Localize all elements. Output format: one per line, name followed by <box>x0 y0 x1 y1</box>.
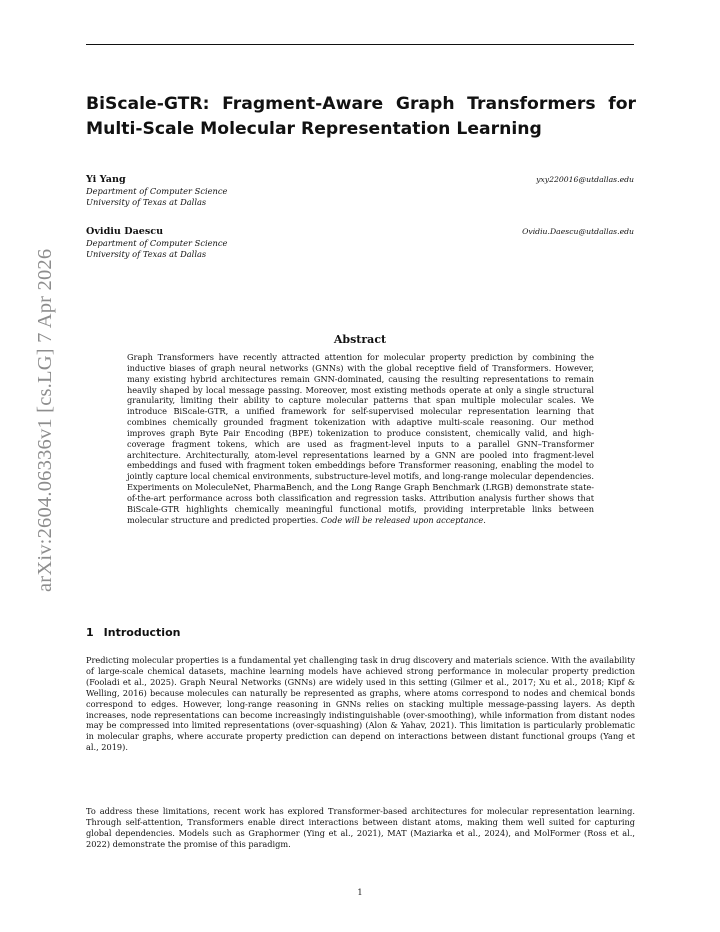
author-name: Yi Yang <box>86 174 126 185</box>
section-heading-introduction <box>86 626 180 639</box>
section-number: 1 <box>86 626 94 639</box>
top-rule <box>86 44 634 45</box>
author-university: University of Texas at Dallas <box>86 196 207 207</box>
author-block-2 <box>86 226 634 259</box>
paper-title-line-2: Multi-Scale Molecular Representation Learning <box>86 119 542 139</box>
author-block-1 <box>86 174 634 207</box>
arxiv-identifier-stamp[interactable]: arXiv:2604.06336v1 [cs.LG] 7 Apr 2026 <box>34 248 56 592</box>
paper-title <box>86 92 636 142</box>
intro-paragraph-2: To address these limitations, recent work has explored Transformer-based architectures for molecular representation learning. Through self-attention, Transformers enable direct interactions between distant atoms, making them well suited for capturing global dependencies. Models such as Graphormer (Ying et al., 2021), MAT (Maziarka et al., 2024), and MolFormer (Ross et al., 2022) demonstrate the promise of this paradigm. <box>86 806 635 849</box>
author-department: Department of Computer Science <box>86 238 228 248</box>
author-university: University of Texas at Dallas <box>86 248 207 259</box>
section-title: Introduction <box>103 626 181 639</box>
intro-paragraph-1: Predicting molecular properties is a fundamental yet challenging task in drug discovery and materials science. With the availability of large-scale chemical datasets, machine learning models have achieved strong performance in molecular property prediction (Fooladi et al., 2025). Graph Neural Networks (GNNs) are widely used in this setting (Gilmer et al., 2017; Xu et al., 2018; Kipf & Welling, 2016) because molecules can naturally be represented as graphs, where atoms correspond to nodes and chemical bonds correspond to edges. However, long-range reasoning in GNNs relies on stacking multiple message-passing layers. As depth increases, node representations can become increasingly indistinguishable (over-smoothing), while information from distant nodes may be compressed into limited representations (over-squashing) (Alon & Yahav, 2021). This limitation is particularly problematic in molecular graphs, where accurate property prediction can depend on interactions between distant functional groups (Yang et al., 2019). <box>86 655 635 753</box>
author-email[interactable]: Ovidiu.Daescu@utdallas.edu <box>522 227 634 236</box>
page-number: 1 <box>357 887 363 897</box>
author-name: Ovidiu Daescu <box>86 226 164 237</box>
abstract-code-note: Code will be released upon acceptance. <box>320 514 486 525</box>
author-department: Department of Computer Science <box>86 186 228 196</box>
abstract-body <box>127 352 594 526</box>
author-email[interactable]: yxy220016@utdallas.edu <box>536 175 634 184</box>
abstract-heading: Abstract <box>333 333 387 346</box>
abstract-text: Graph Transformers have recently attracted attention for molecular property prediction by combining the inductive biases of graph neural networks (GNNs) with the global receptive field of Transformers. However, many existing hybrid architectures remain GNN-dominated, causing the resulting representations to remain heavily shaped by local message passing. Moreover, most existing methods operate at only a single structural granularity, limiting their ability to capture molecular patterns that span multiple molecular scales. We introduce BiScale-GTR, a unified framework for self-supervised molecular representation learning that combines chemically grounded fragment tokenization with adaptive multi-scale reasoning. Our method improves graph Byte Pair Encoding (BPE) tokenization to produce consistent, chemically valid, and high-coverage fragment tokens, which are used as fragment-level inputs to a parallel GNN–Transformer architecture. Architecturally, atom-level representations learned by a GNN are pooled into fragment-level embeddings and fused with fragment token embeddings before Transformer reasoning, enabling the model to jointly capture local chemical environments, substructure-level motifs, and long-range molecular dependencies. Experiments on MoleculeNet, PharmaBench, and the Long Range Graph Benchmark (LRGB) demonstrate state-of-the-art performance across both classification and regression tasks. Attribution analysis further shows that BiScale-GTR highlights chemically meaningful functional motifs, providing interpretable links between molecular structure and predicted properties. <box>127 352 594 525</box>
paper-title-line-1: BiScale-GTR: Fragment-Aware Graph Transformers for <box>86 94 636 114</box>
